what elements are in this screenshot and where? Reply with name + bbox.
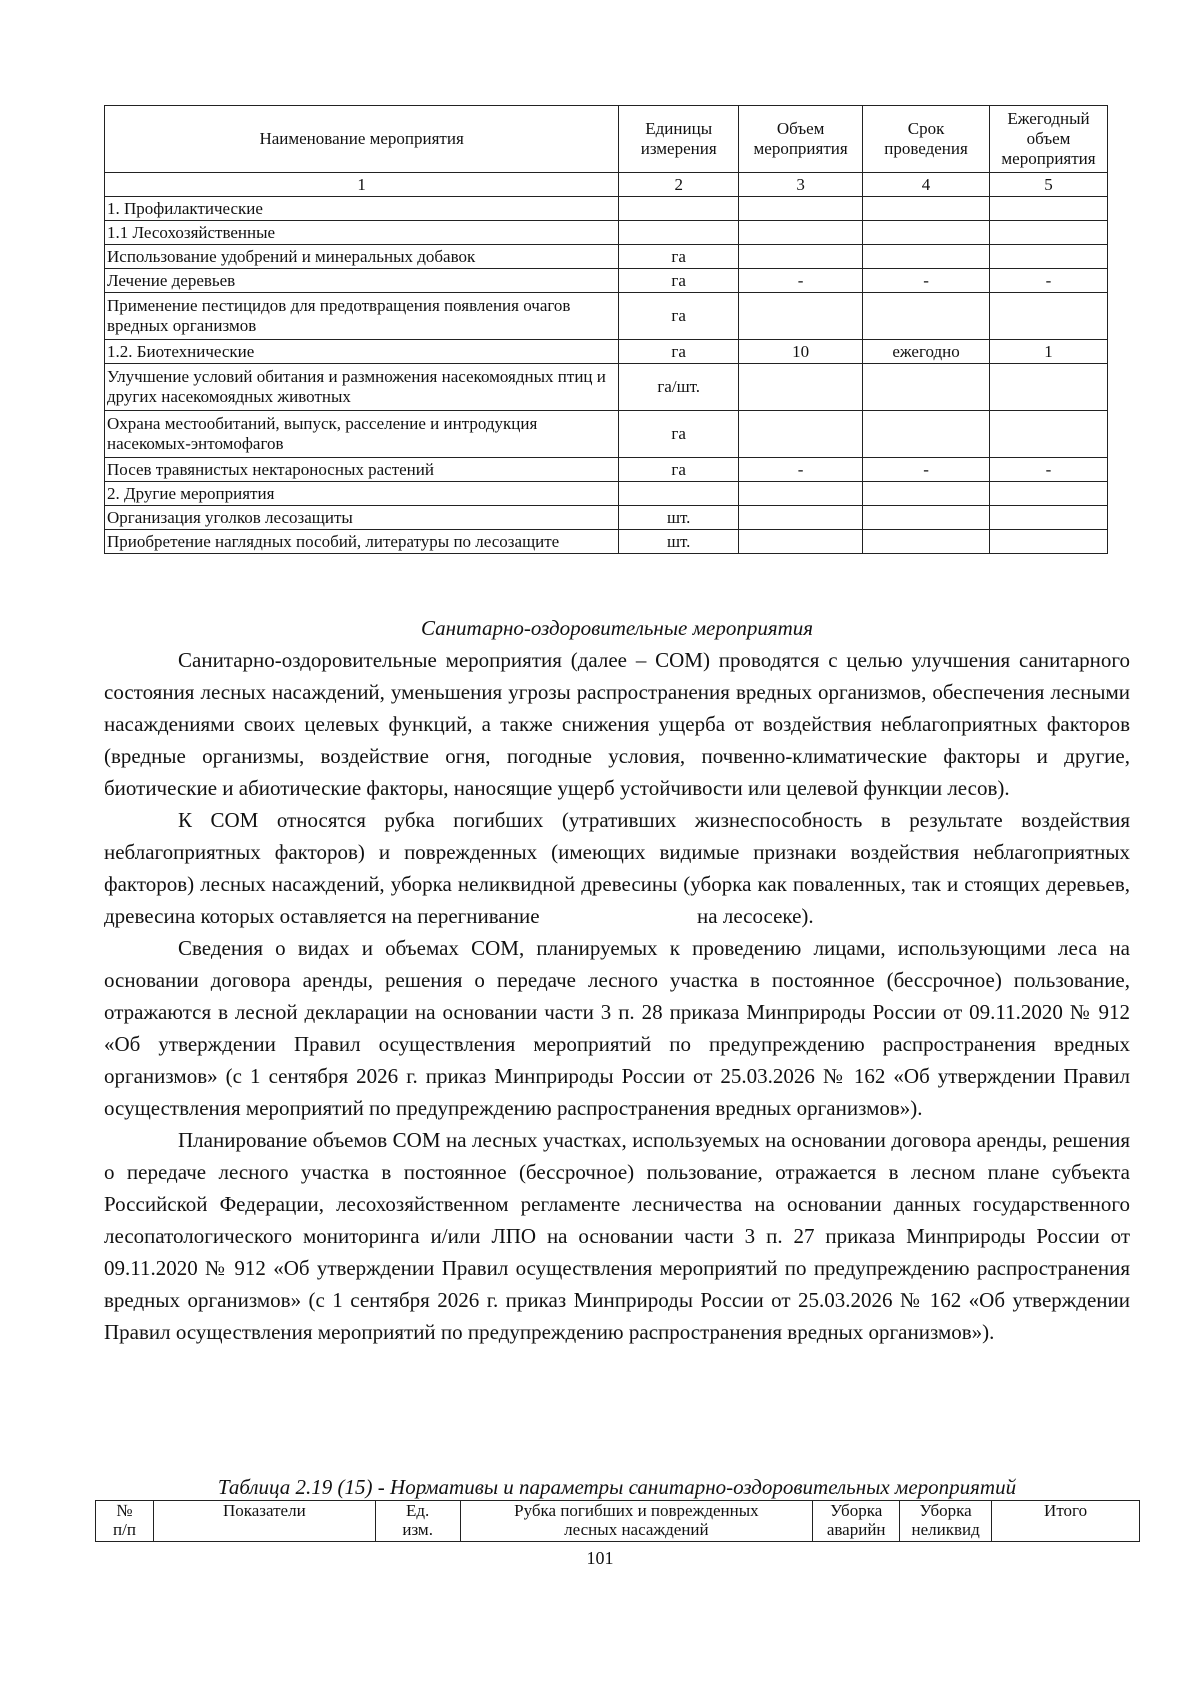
table-cell	[739, 293, 863, 340]
header-line: Уборка	[919, 1501, 972, 1520]
header-line: п/п	[113, 1520, 136, 1539]
table-row	[105, 506, 1108, 530]
table-cell: -	[739, 458, 863, 482]
table-cell: -	[863, 458, 990, 482]
table-row	[105, 245, 1108, 269]
table-cell	[863, 364, 990, 411]
header-line: Итого	[1044, 1501, 1088, 1520]
column-number-row	[105, 173, 1108, 197]
header-cell: Ежегодный объем мероприятия	[990, 106, 1108, 173]
measure-name-cell: Использование удобрений и минеральных добавок	[105, 245, 619, 269]
header-line: №	[116, 1501, 133, 1520]
paragraph: Сведения о видах и объемах СОМ, планируемых к проведению лицами, использующими леса на основании договора аренды, решения о передаче лесного участка в постоянное (бессрочное) пользование, отражаются в лесной декларации на основании части 3 п. 28 приказа Минприроды России от 09.11.2020 № 912 «Об утверждении Правил осуществления мероприятий по предупреждению распространения вредных организмов» (с 1 сентября 2026 г. приказ Минприроды России от 25.03.2026 № 162 «Об утверждении Правил осуществления мероприятий по предупреждению распространения вредных организмов»).	[104, 936, 1130, 1120]
table-cell: 10	[739, 340, 863, 364]
measure-name-cell: Приобретение наглядных пособий, литературы по лесозащите	[105, 530, 619, 554]
paragraph: Планирование объемов СОМ на лесных участках, используемых на основании договора аренды, решения о передаче лесного участка в постоянное (бессрочное) пользование, отражается в лесном плане субъекта Российской Федерации, лесохозяйственном регламенте лесничества на основании данных государственного лесопатологического мониторинга и/или ЛПО на основании части 3 п. 27 приказа Минприроды России от 09.11.2020 № 912 «Об утверждении Правил осуществления мероприятий по предупреждению распространения вредных организмов» (с 1 сентября 2026 г. приказ Минприроды России от 25.03.2026 № 162 «Об утверждении Правил осуществления мероприятий по предупреждению распространения вредных организмов»).	[104, 1128, 1130, 1344]
table-cell	[863, 506, 990, 530]
measure-name-cell: Посев травянистых нектароносных растений	[105, 458, 619, 482]
table-cell	[863, 482, 990, 506]
column-number: 4	[863, 173, 990, 197]
measure-name-cell: 1. Профилактические	[105, 197, 619, 221]
table-cell: ежегодно	[863, 340, 990, 364]
table-row	[105, 530, 1108, 554]
header-cell	[992, 1501, 1140, 1542]
header-line: изм.	[402, 1520, 433, 1539]
table-cell: га	[619, 293, 739, 340]
table-cell	[863, 530, 990, 554]
table-cell	[990, 221, 1108, 245]
measure-name-cell: 1.1 Лесохозяйственные	[105, 221, 619, 245]
table-cell	[739, 482, 863, 506]
header-cell	[96, 1501, 154, 1542]
table-cell	[863, 221, 990, 245]
table-row	[105, 269, 1108, 293]
measures-table-header	[105, 106, 1108, 173]
table-row	[105, 197, 1108, 221]
table-cell	[739, 221, 863, 245]
measure-name-cell: Улучшение условий обитания и размножения насекомоядных птиц и других насекомоядных животных	[105, 364, 619, 411]
table-cell	[990, 197, 1108, 221]
table-cell: га	[619, 340, 739, 364]
table-cell	[619, 221, 739, 245]
table-row	[105, 482, 1108, 506]
header-line: Уборка	[830, 1501, 883, 1520]
table-cell	[863, 197, 990, 221]
table-cell	[739, 506, 863, 530]
table-cell	[739, 411, 863, 458]
table-row	[105, 458, 1108, 482]
measure-name-cell: 1.2. Биотехнические	[105, 340, 619, 364]
column-number: 5	[990, 173, 1108, 197]
table-cell: шт.	[619, 530, 739, 554]
table-row	[105, 364, 1108, 411]
table-cell	[739, 197, 863, 221]
table-cell	[990, 411, 1108, 458]
sanitary-norms-table-header	[96, 1501, 1140, 1542]
column-number: 2	[619, 173, 739, 197]
page-number: 101	[586, 1548, 614, 1568]
measures-table	[104, 105, 1108, 554]
sanitary-norms-table	[95, 1500, 1140, 1542]
table-cell: шт.	[619, 506, 739, 530]
table-cell	[739, 364, 863, 411]
table-row	[105, 221, 1108, 245]
table-cell: га	[619, 245, 739, 269]
table-cell	[990, 506, 1108, 530]
header-cell	[460, 1501, 813, 1542]
header-cell: Единицы измерения	[619, 106, 739, 173]
header-cell	[153, 1501, 375, 1542]
table-cell: 1	[990, 340, 1108, 364]
header-cell: Срок проведения	[863, 106, 990, 173]
header-cell	[900, 1501, 992, 1542]
table-cell: -	[990, 269, 1108, 293]
measure-name-cell: 2. Другие мероприятия	[105, 482, 619, 506]
table-row	[105, 293, 1108, 340]
table-cell	[990, 530, 1108, 554]
table-cell	[619, 482, 739, 506]
section-title: Санитарно-оздоровительные мероприятия	[420, 616, 814, 640]
table-cell	[990, 482, 1108, 506]
table-row	[105, 340, 1108, 364]
table-cell: га	[619, 411, 739, 458]
section-body	[104, 612, 1136, 1348]
header-line: Рубка погибших и поврежденных	[514, 1501, 759, 1520]
column-number: 1	[105, 173, 619, 197]
table-cell: -	[863, 269, 990, 293]
table-cell	[990, 293, 1108, 340]
header-cell: Объем мероприятия	[739, 106, 863, 173]
table-cell: -	[990, 458, 1108, 482]
table-cell: -	[739, 269, 863, 293]
header-line: неликвид	[911, 1520, 980, 1539]
paragraph: К СОМ относятся рубка погибших (утративших жизнеспособность в результате воздействия неблагоприятных факторов) и поврежденных (имеющих видимые признаки воздействия неблагоприятных факторов) лесных насаждений, уборка неликвидной древесины (уборка как поваленных, так и стоящих деревьев, древесина которых оставляется на перегнивание на лесосеке).	[104, 808, 1136, 928]
column-number: 3	[739, 173, 863, 197]
header-cell	[375, 1501, 460, 1542]
table-cell	[863, 245, 990, 269]
measure-name-cell: Применение пестицидов для предотвращения появления очагов вредных организмов	[105, 293, 619, 340]
header-line: Ед.	[406, 1501, 430, 1520]
header-cell	[813, 1501, 900, 1542]
table-caption: Таблица 2.19 (15) - Нормативы и параметры санитарно-оздоровительных мероприятий	[217, 1475, 1017, 1499]
table-cell	[739, 245, 863, 269]
table-cell	[863, 411, 990, 458]
header-line: Показатели	[222, 1501, 306, 1520]
measure-name-cell: Лечение деревьев	[105, 269, 619, 293]
table-cell: га	[619, 458, 739, 482]
header-line: лесных насаждений	[564, 1520, 709, 1539]
table-row	[105, 411, 1108, 458]
paragraph: Санитарно-оздоровительные мероприятия (далее – СОМ) проводятся с целью улучшения санитарного состояния лесных насаждений, уменьшения угрозы распространения вредных организмов, обеспечения лесными насаждениями своих целевых функций, а также снижения ущерба от воздействия неблагоприятных факторов (вредные организмы, воздействие огня, погодные условия, почвенно-климатические факторы и другие, биотические и абиотические факторы, наносящие ущерб устойчивости или целевой функции лесов).	[104, 648, 1130, 800]
table-cell	[619, 197, 739, 221]
table-cell	[739, 530, 863, 554]
header-line: аварийн	[826, 1520, 886, 1539]
table-cell	[863, 293, 990, 340]
table-cell	[990, 364, 1108, 411]
table-cell: га/шт.	[619, 364, 739, 411]
table-cell	[990, 245, 1108, 269]
table-cell: га	[619, 269, 739, 293]
measure-name-cell: Организация уголков лесозащиты	[105, 506, 619, 530]
header-cell: Наименование мероприятия	[105, 106, 619, 173]
measure-name-cell: Охрана местообитаний, выпуск, расселение и интродукция насекомых-энтомофагов	[105, 411, 619, 458]
